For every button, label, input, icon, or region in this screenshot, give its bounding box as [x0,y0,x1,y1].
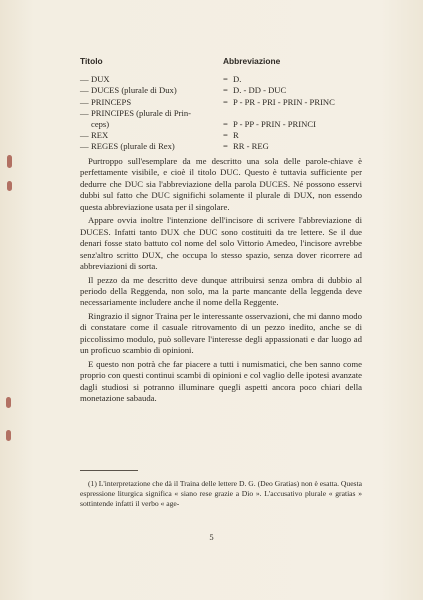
row-abbreviation: D. - DD - DUC [233,85,287,96]
row-dash: — [80,130,89,141]
row-title: REGES (plurale di Rex) [91,141,175,152]
row-title-continuation: ceps) [91,119,110,130]
paragraph: Appare ovvia inoltre l'intenzione dell'incisore di scrivere l'abbreviazione di DUCES. Infatti tanto DUX che DUC sono costituiti da tre lettere. Se il due denari fosse stato battuto col nome del solo Vittorio Amedeo, l'incisore avrebbe senz'altro scritto DUX, che occupa lo stesso spazio, senza dover ricorrere ad abbreviazioni di sorta. [80,215,362,272]
body-text [80,156,362,407]
row-dash: — [80,74,89,85]
binding-hole-mark [7,155,12,168]
row-equals: = [223,119,228,130]
row-equals: = [223,85,228,96]
table-row [80,130,360,141]
row-abbreviation: RR - REG [233,141,269,152]
row-title: PRINCIPES (plurale di Prin- [91,107,192,118]
row-dash: — [80,85,89,96]
table-row [80,141,360,152]
row-abbreviation: D. [233,74,242,85]
paragraph: Ringrazio il signor Traina per le interessante osservazioni, che mi danno modo di constatare come il casuale ritrovamento di un pezzo inedito, anche se di piccolissimo modulo, può sollevare l'interesse degli appassionati e dar luogo ad un proficuo scambio di opinioni. [80,310,362,356]
row-dash: — [80,96,89,107]
paragraph: Purtroppo sull'esemplare da me descritto una sola delle parole-chiave è perfettamente visibile, e cioè il titolo DUC. Questo è tuttavia sufficiente per dedurre che DUC sia l'abbreviazione della parola DUCES. Né possono esservi dubbi sul fatto che DUC significhi solamente il plurale di DUX, non essendo questa abbreviazione usata per il singolare. [80,156,362,212]
paragraph: E questo non potrà che far piacere a tutti i numismatici, che ben sanno come proprio con questi continui scambi di opinioni e col vaglio delle ipotesi avanzate dagli studiosi si potranno illuminare quegli aspetti ancora poco chiari della monetazione sabauda. [80,358,362,404]
row-dash: — [80,141,89,152]
binding-hole-mark [6,430,11,441]
row-equals: = [223,74,228,85]
table-row [80,97,360,108]
row-equals: = [223,141,228,152]
footnote-separator [80,470,138,471]
row-title: PRINCEPS [91,96,132,107]
row-title: DUX [91,74,110,85]
table-header-title: Titolo [80,56,103,66]
row-abbreviation: P - PR - PRI - PRIN - PRINC [233,96,335,107]
footnote [80,479,362,509]
row-title: REX [91,130,109,141]
table-row [80,74,360,85]
binding-hole-mark [6,397,11,408]
page-number: 5 [209,532,214,542]
row-title: DUCES (plurale di Dux) [91,85,177,96]
table-header-row [80,56,360,74]
table-row [80,108,360,130]
binding-hole-mark [7,181,12,191]
abbreviation-table [80,56,360,153]
row-equals: = [223,130,228,141]
table-row [80,85,360,96]
row-abbreviation: P - PP - PRIN - PRINCI [233,119,316,130]
paragraph: Il pezzo da me descritto deve dunque attribuirsi senza ombra di dubbio al periodo della Reggenda, non solo, ma la parte mancante della leggenda deve necessariamente includere anche il nome della Reggente. [80,274,362,308]
table-header-abbreviation: Abbreviazione [223,56,281,66]
row-equals: = [223,96,228,107]
row-dash: — [80,107,89,118]
row-abbreviation: R [233,130,239,141]
footnote-text: (1) L'interpretazione che dà il Traina delle lettere D. G. (Deo Gratias) non è esatta. Questa espressione liturgica significa « siano rese grazie a Dio ». L'accusativo plurale « gratias » sottintende infatti il verbo « age- [80,479,362,508]
